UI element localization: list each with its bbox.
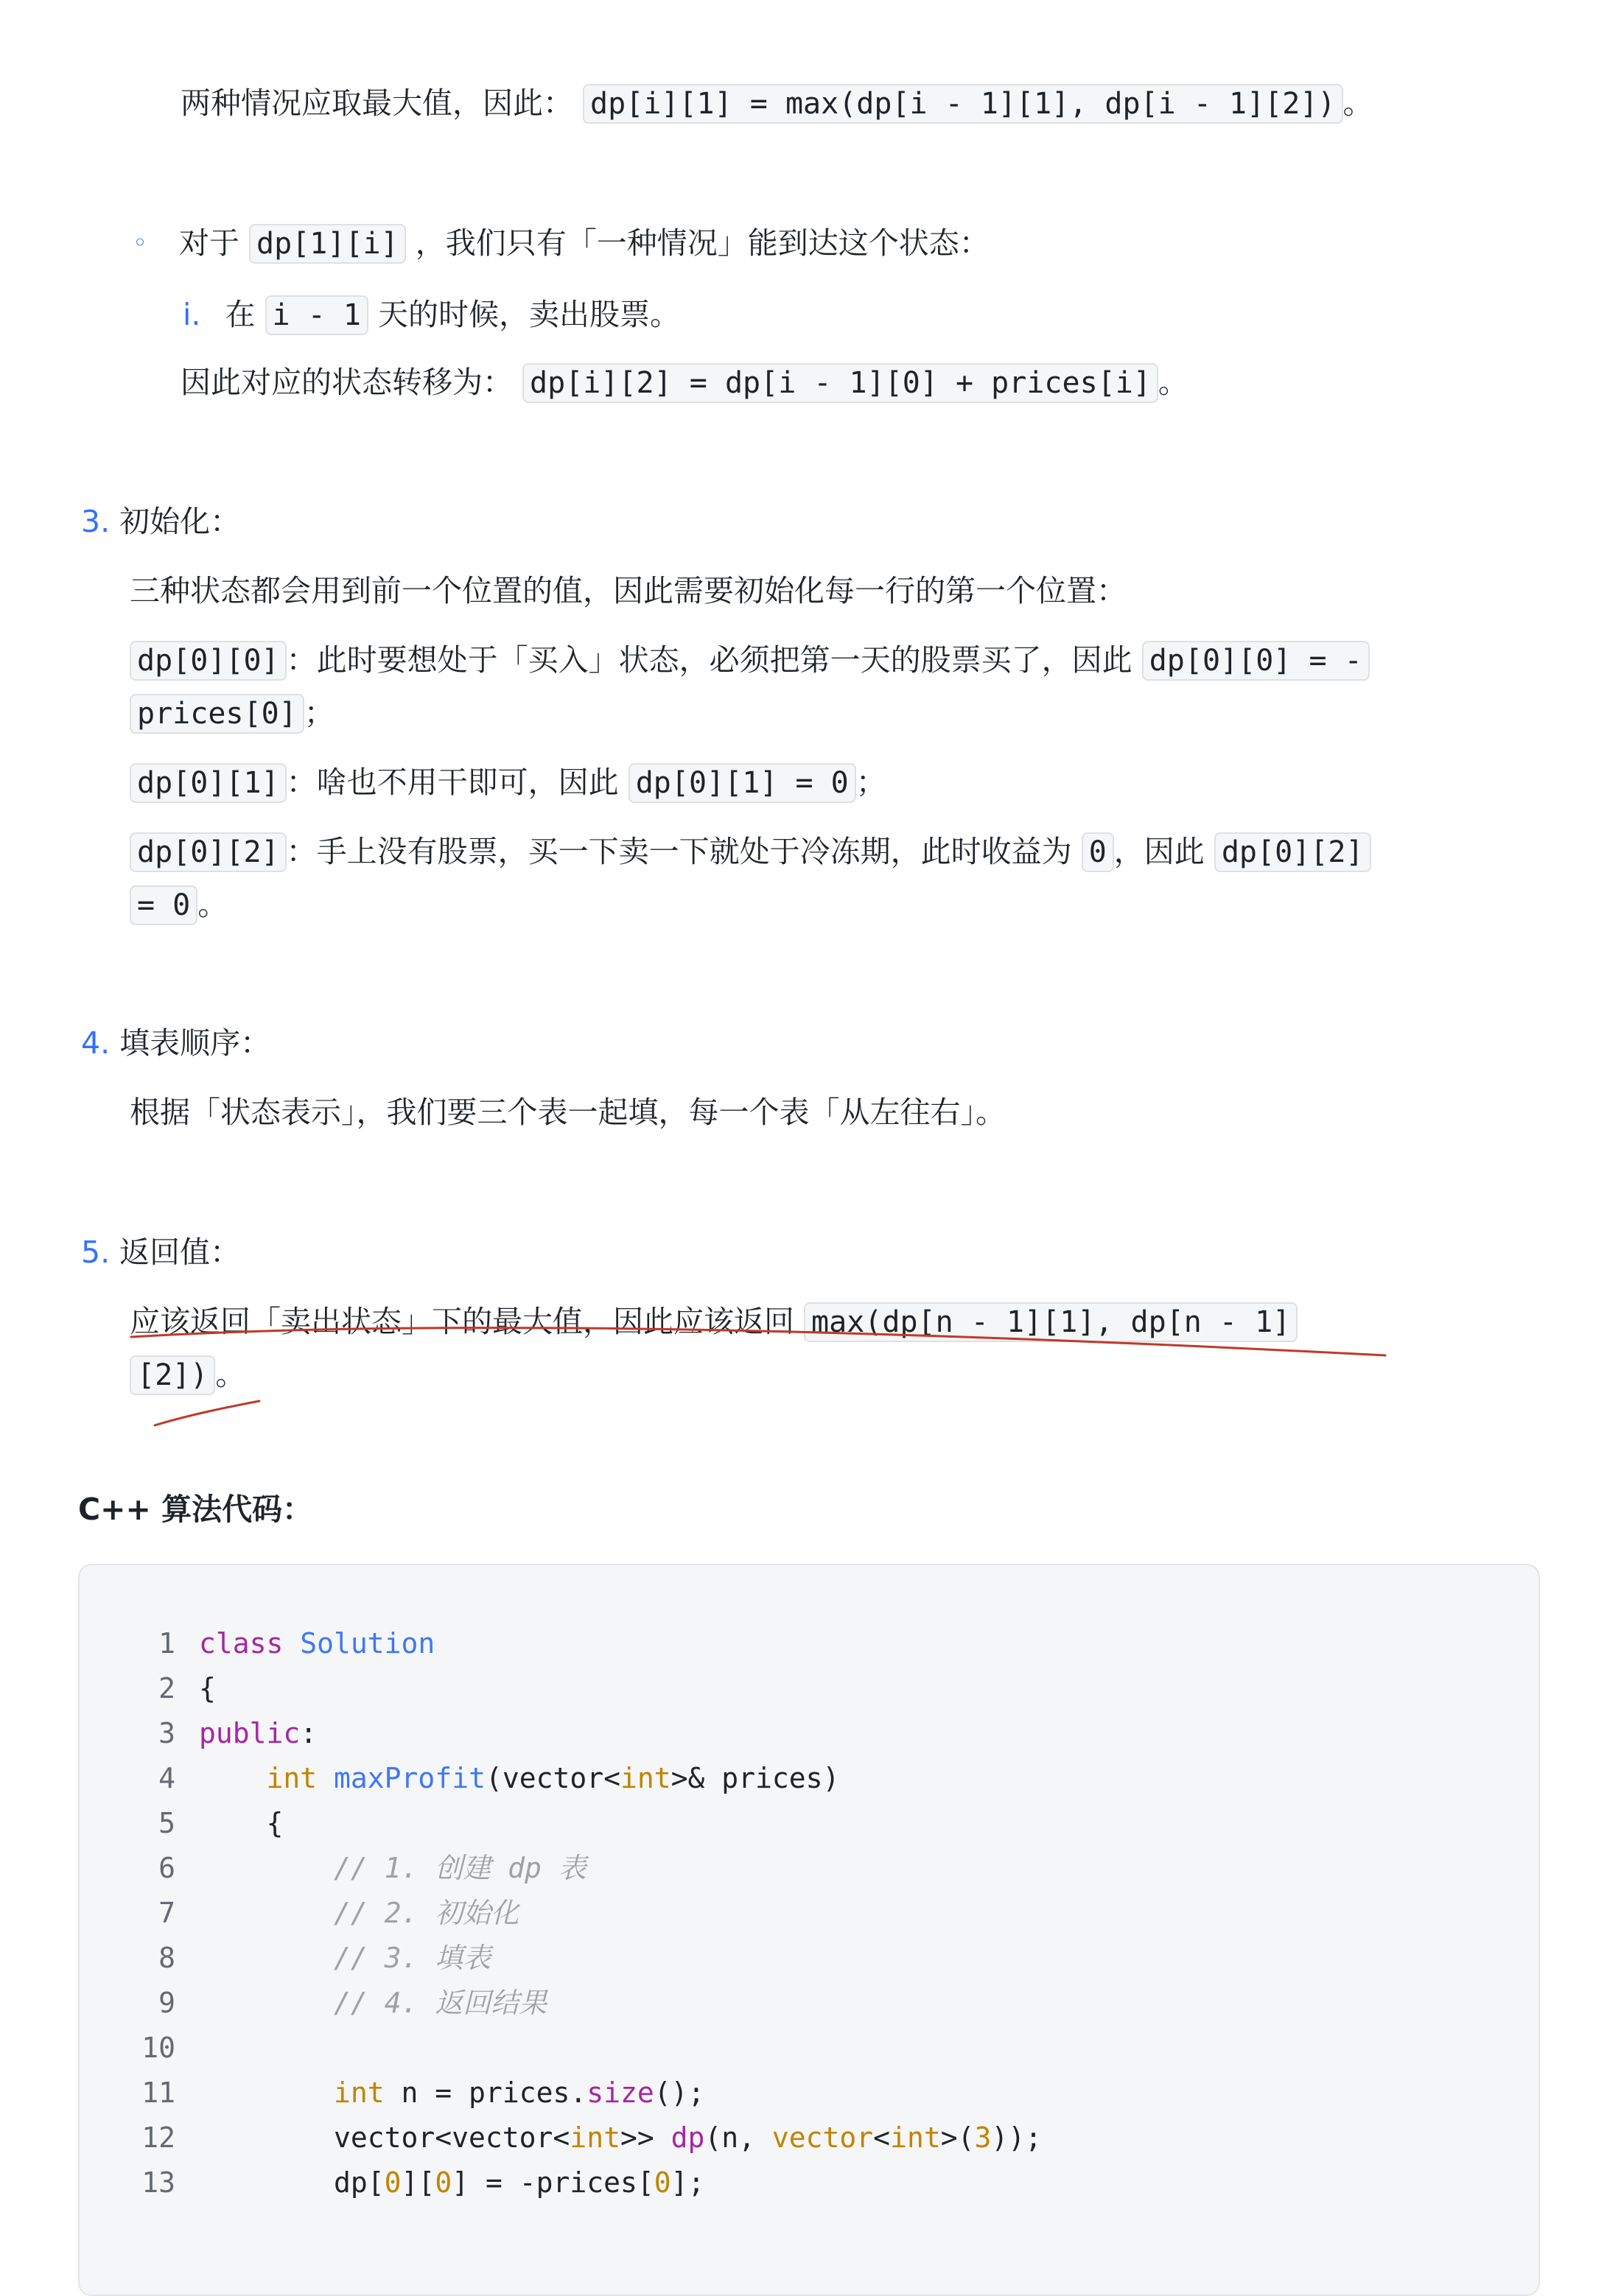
code-line: 12 vector<vector<int>> dp(n, vector<int>(3)); [80,2116,1042,2160]
section-title: 返回值： [119,1235,241,1270]
text: 对于 [179,225,239,261]
inline-code: i - 1 [265,295,368,335]
inline-code: dp[0][0] [130,641,287,681]
line-number: 12 [141,2121,175,2154]
line-number: 3 [158,1717,175,1749]
code-line: 13 dp[0][0] = -prices[0]; [80,2160,704,2205]
text: ：此时要想处于「买入」状态，必须把第一天的股票买了，因此 [286,642,1132,678]
list-number: i. [183,297,201,332]
text: 在 [225,297,256,332]
code-line: 4 int maxProfit(vector<int>& prices) [80,1756,839,1801]
text: 。 [215,1357,246,1392]
list-number: 5. [81,1235,111,1270]
text: 应该返回「卖出状态」下的最大值，因此应该返回 [130,1304,794,1339]
line-number: 9 [158,1987,175,2019]
inline-code: 0 [1082,832,1114,872]
text: ，我们只有「一种情况」能到达这个状态： [415,225,990,261]
inline-code: = 0 [130,885,197,925]
line-number: 10 [141,2032,175,2064]
section-title: 填表顺序： [119,1025,271,1061]
code-line: 6 // 1. 创建 dp 表 [80,1846,587,1891]
section-title: 初始化： [119,504,241,539]
text: ； [304,695,335,731]
inline-code: [2]) [130,1355,215,1395]
list-number: 3. [81,504,111,539]
code-line: 2 { [80,1666,216,1711]
inline-code: dp[i][1] = max(dp[i - 1][1], dp[i - 1][2]) [583,84,1342,124]
line-number: 5 [158,1807,175,1839]
code-block [78,1564,1540,2296]
paragraph: 三种状态都会用到前一个位置的值，因此需要初始化每一行的第一个位置： [130,573,1127,608]
line-number: 2 [158,1672,175,1705]
code-line: 1 class Solution [80,1621,435,1666]
text: ； [855,765,886,800]
inline-code: dp[1][i] [249,224,406,264]
line-number: 7 [158,1897,175,1929]
line-number: 11 [141,2076,175,2109]
line-number: 1 [158,1627,175,1660]
text: 。 [1158,365,1188,400]
text: 。 [197,887,228,922]
line-number: 13 [141,2166,175,2199]
line-number: 6 [158,1852,175,1884]
inline-code: dp[0][0] = - [1142,641,1370,681]
inline-code: prices[0] [130,694,304,734]
code-heading: C++ 算法代码： [78,1492,313,1527]
inline-code: dp[0][2] [130,832,287,872]
text: ：手上没有股票，买一下卖一下就处于冷冻期，此时收益为 [286,834,1072,869]
code-line [80,2026,199,2071]
text: 天的时候，卖出股票。 [378,297,680,332]
code-line: 5 { [80,1801,283,1846]
inline-code: dp[i][2] = dp[i - 1][0] + prices[i] [522,363,1158,403]
code-line: 11 int n = prices.size(); [80,2071,704,2116]
line-number: 8 [158,1942,175,1974]
inline-code: dp[0][2] [1214,832,1371,872]
text: ，因此 [1113,834,1205,869]
inline-code: max(dp[n - 1][1], dp[n - 1] [804,1302,1298,1342]
code-line: 3 public: [80,1711,317,1756]
line-number: 4 [158,1762,175,1794]
inline-code: dp[0][1] [130,763,287,803]
hollow-bullet-icon: ◦ [133,228,148,258]
code-line: 8 // 3. 填表 [80,1936,491,1981]
text: 。 [1342,85,1373,121]
list-number: 4. [81,1025,111,1061]
text: 两种情况应取最大值，因此： [181,85,573,121]
code-line: 9 // 4. 返回结果 [80,1981,547,2026]
text: ：啥也不用干即可，因此 [286,765,619,800]
code-line: 7 // 2. 初始化 [80,1891,519,1936]
inline-code: dp[0][1] = 0 [629,763,856,803]
paragraph: 根据「状态表示」，我们要三个表一起填，每一个表「从左往右」。 [130,1095,1006,1130]
text: 因此对应的状态转移为： [181,365,513,400]
